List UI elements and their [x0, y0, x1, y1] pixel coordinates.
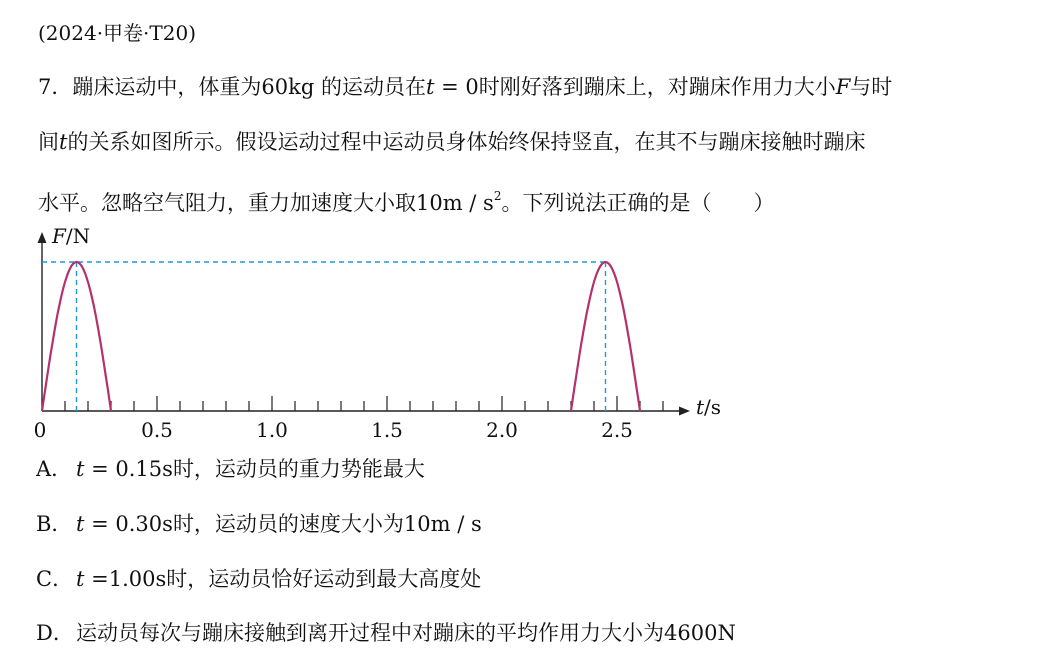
x-tick-label: 1.5 — [371, 418, 403, 442]
option-d-text: 运动员每次与蹦床接触到离开过程中对蹦床的平均作用力大小为4600N — [76, 621, 736, 645]
y-axis-label: F/N — [52, 224, 91, 248]
origin-label: 0 — [33, 418, 47, 442]
x-tick-label: 2.0 — [486, 418, 518, 442]
question-text-2b: 的关系如图所示。假设运动过程中运动员身体始终保持竖直，在其不与蹦床接触时蹦床 — [67, 130, 866, 154]
option-b-label: B． — [36, 512, 73, 536]
x-axis-label: t/s — [696, 395, 722, 419]
option-b-eq: = 0.30s — [84, 512, 173, 536]
question-line-3 — [38, 182, 774, 217]
question-line-1 — [38, 73, 892, 101]
option-b-text: 时，运动员的速度大小为10m / s — [172, 512, 482, 536]
option-c-text: 时，运动员恰好运动到最大高度处 — [166, 567, 482, 591]
x-tick-label: 1.0 — [256, 418, 288, 442]
x-axis-arrow — [679, 407, 690, 416]
option-d-label: D． — [36, 621, 74, 645]
exponent: 2 — [493, 189, 502, 203]
question-text-3a: 水平。忽略空气阻力，重力加速度大小取10m / s — [38, 191, 494, 215]
t-variable: t — [425, 75, 435, 99]
question-text-2a: 间 — [38, 130, 59, 154]
option-c-label: C． — [36, 567, 74, 591]
source-label: (2024·甲卷·T20) — [38, 21, 197, 45]
t-variable-2: t — [59, 130, 68, 154]
question-number: 7． — [38, 75, 73, 99]
option-c-var: t — [76, 567, 85, 591]
force-time-chart — [0, 222, 740, 447]
option-c[interactable] — [36, 565, 481, 593]
x-tick-label: 0.5 — [141, 418, 173, 442]
F-variable: F — [835, 75, 851, 99]
option-a-text: 时，运动员的重力势能最大 — [172, 457, 425, 481]
option-d[interactable] — [36, 619, 736, 647]
option-a[interactable] — [36, 455, 425, 483]
option-a-label: A． — [36, 457, 73, 481]
y-axis-arrow — [38, 232, 47, 243]
question-text-1b: 时刚好落到蹦床上，对蹦床作用力大小 — [478, 75, 836, 99]
question-text-3b: 。下列说法正确的是（ ） — [501, 191, 775, 215]
question-line-2 — [38, 128, 865, 156]
option-c-eq: =1.00s — [84, 567, 167, 591]
option-a-var: t — [76, 457, 85, 481]
option-b-var: t — [76, 512, 85, 536]
option-a-eq: = 0.15s — [84, 457, 173, 481]
question-text-1c: 与时 — [850, 75, 893, 99]
t-equals-zero: = 0 — [434, 75, 479, 99]
x-tick-label: 2.5 — [601, 418, 633, 442]
question-text-1a: 蹦床运动中，体重为60kg 的运动员在 — [72, 75, 426, 99]
option-b[interactable] — [36, 510, 482, 538]
